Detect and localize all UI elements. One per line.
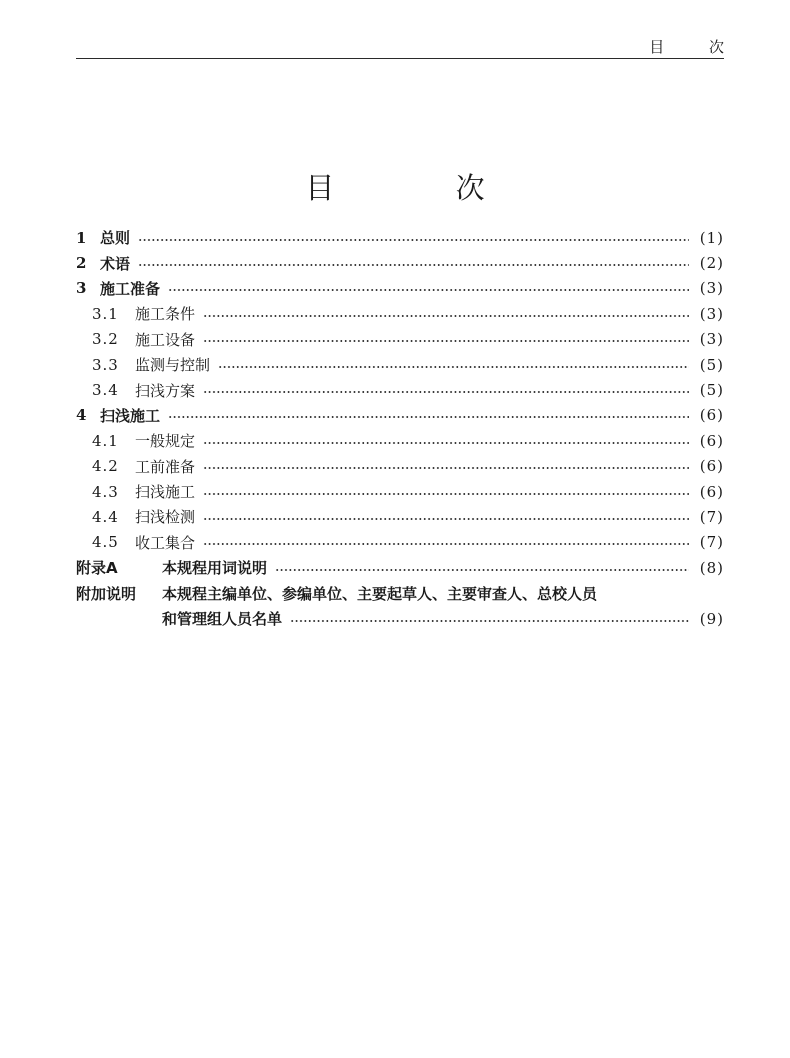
toc-entry-label: 收工集合 xyxy=(135,533,196,552)
toc-entry-page: (7) xyxy=(699,507,724,526)
dot-leader xyxy=(203,493,689,495)
toc-entry-number: 2 xyxy=(76,254,87,273)
toc-entry-section-4-5[interactable] xyxy=(76,530,724,555)
toc-entry-number: 1 xyxy=(76,228,87,247)
toc-entry-section-3-1[interactable] xyxy=(76,301,724,326)
dot-leader xyxy=(138,239,689,241)
toc-entry-section-3-4[interactable] xyxy=(76,377,724,402)
dot-leader xyxy=(168,416,689,418)
toc-entry-label: 术语 xyxy=(100,254,131,273)
toc-entry-page: (6) xyxy=(699,431,724,450)
toc-entry-label: 施工设备 xyxy=(135,330,196,349)
toc-entry-label: 施工条件 xyxy=(135,305,196,324)
toc-entry-label: 扫浅方案 xyxy=(135,381,196,400)
dot-leader xyxy=(203,315,689,317)
toc-entry-section-3-2[interactable] xyxy=(76,327,724,352)
toc-entry-number: 3.2 xyxy=(92,330,119,349)
toc-entry-chapter-2[interactable] xyxy=(76,250,724,275)
toc-entry-label: 工前准备 xyxy=(135,457,196,476)
toc-entry-supplementary-note[interactable] xyxy=(76,580,724,605)
toc-entry-page: (7) xyxy=(699,533,724,552)
toc-entry-label: 扫浅检测 xyxy=(135,508,196,527)
toc-entry-page: (9) xyxy=(699,609,724,628)
toc-entry-number: 附录A xyxy=(76,559,118,578)
dot-leader xyxy=(138,264,689,266)
toc-entry-number: 附加说明 xyxy=(76,584,137,603)
dot-leader xyxy=(290,620,689,622)
toc-entry-label: 总则 xyxy=(100,229,131,248)
toc-entry-page: (2) xyxy=(699,254,724,273)
toc-entry-page: (5) xyxy=(699,381,724,400)
dot-leader xyxy=(168,289,689,291)
page-title: 目 次 xyxy=(305,171,541,205)
toc-entry-number: 3.1 xyxy=(92,304,119,323)
toc-entry-number: 4.5 xyxy=(92,533,119,552)
dot-leader xyxy=(203,340,689,342)
toc-entry-section-4-1[interactable] xyxy=(76,428,724,453)
toc-entry-number: 4.3 xyxy=(92,482,119,501)
toc-entry-number: 4.4 xyxy=(92,507,119,526)
toc-entry-page: (8) xyxy=(699,558,724,577)
toc-entry-appendix-a[interactable] xyxy=(76,555,724,580)
toc-entry-page: (3) xyxy=(699,279,724,298)
toc-entry-chapter-1[interactable] xyxy=(76,225,724,250)
toc-entry-label: 监测与控制 xyxy=(135,356,211,375)
running-header-title: 目 次 xyxy=(649,38,744,56)
toc-entry-label: 扫浅施工 xyxy=(135,483,196,502)
toc-entry-label: 本规程主编单位、参编单位、主要起草人、主要审查人、总校人员 xyxy=(162,584,598,603)
toc-entry-label: 一般规定 xyxy=(135,432,196,451)
toc-entry-chapter-4[interactable] xyxy=(76,403,724,428)
toc-entry-section-4-3[interactable] xyxy=(76,479,724,504)
toc-entry-section-4-2[interactable] xyxy=(76,454,724,479)
dot-leader xyxy=(275,569,689,571)
toc-entry-section-3-3[interactable] xyxy=(76,352,724,377)
toc-entry-number: 3.4 xyxy=(92,381,119,400)
toc-entry-label: 施工准备 xyxy=(100,279,161,298)
toc-entry-label: 本规程用词说明 xyxy=(162,559,268,578)
toc-entry-supplementary-note-continued[interactable] xyxy=(76,606,724,631)
table-of-contents xyxy=(76,225,724,631)
toc-entry-page: (3) xyxy=(699,304,724,323)
toc-entry-section-4-4[interactable] xyxy=(76,504,724,529)
dot-leader xyxy=(203,391,689,393)
toc-entry-page: (1) xyxy=(699,228,724,247)
running-header xyxy=(76,30,744,59)
toc-entry-page: (6) xyxy=(699,457,724,476)
dot-leader xyxy=(203,467,689,469)
toc-entry-number: 4.1 xyxy=(92,431,119,450)
dot-leader xyxy=(203,518,689,520)
toc-entry-page: (6) xyxy=(699,406,724,425)
toc-entry-page: (5) xyxy=(699,355,724,374)
dot-leader xyxy=(218,366,689,368)
toc-entry-label-continued: 和管理组人员名单 xyxy=(162,610,283,629)
toc-entry-number: 3 xyxy=(76,279,87,298)
toc-entry-page: (6) xyxy=(699,482,724,501)
toc-entry-chapter-3[interactable] xyxy=(76,276,724,301)
dot-leader xyxy=(203,543,689,545)
toc-entry-number: 4 xyxy=(76,406,87,425)
toc-entry-page: (3) xyxy=(699,330,724,349)
toc-entry-label: 扫浅施工 xyxy=(100,406,161,425)
dot-leader xyxy=(203,442,689,444)
toc-entry-number: 4.2 xyxy=(92,457,119,476)
toc-entry-number: 3.3 xyxy=(92,355,119,374)
